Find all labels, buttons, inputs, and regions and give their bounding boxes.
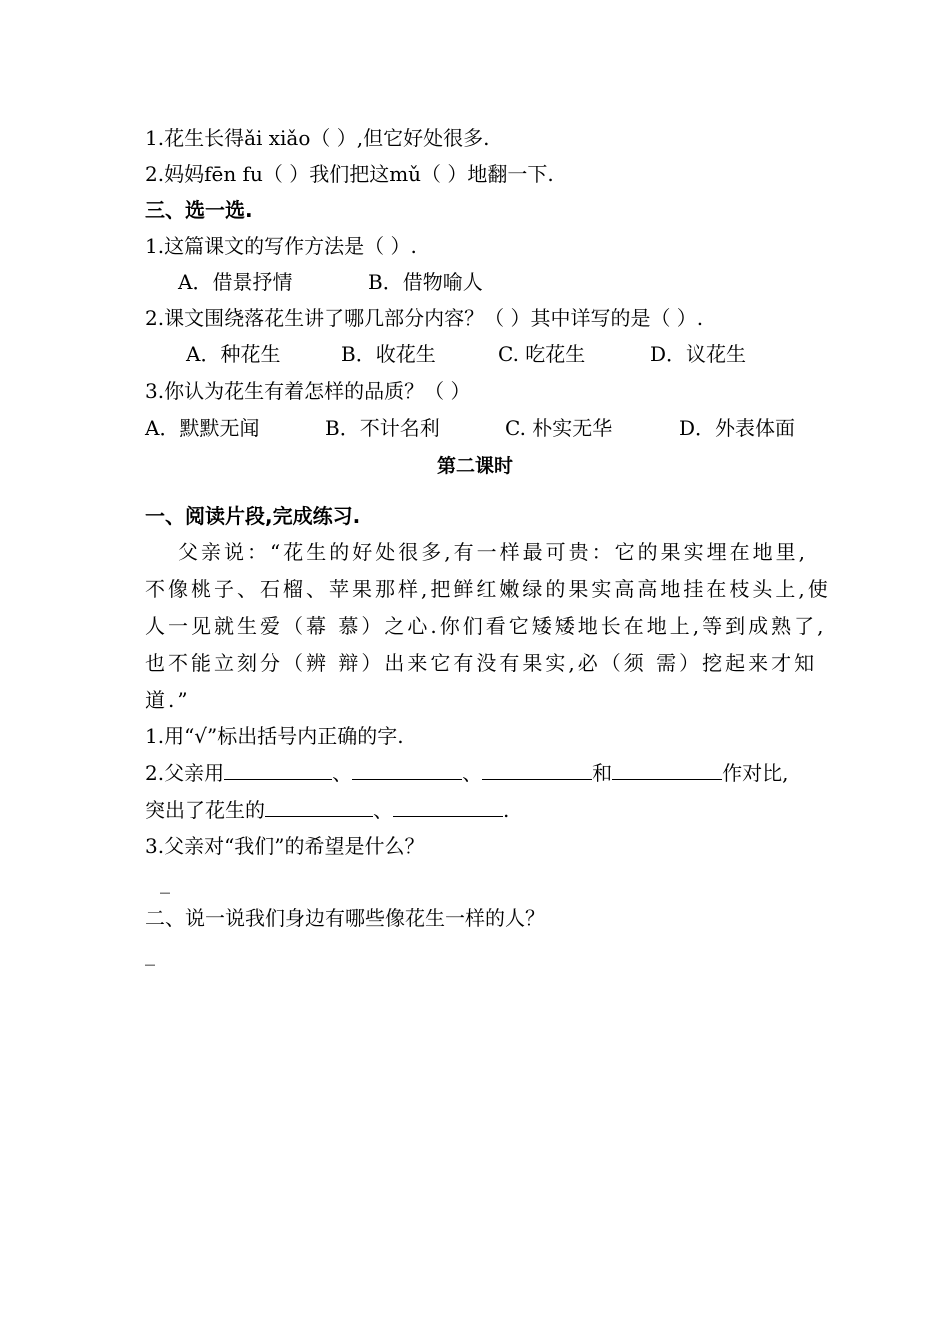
option-d: D．议花生 [650, 342, 747, 366]
option-a: A．种花生 [186, 342, 281, 366]
answer-blank[interactable] [352, 759, 462, 780]
option-c: C. 朴实无华 [505, 416, 613, 440]
passage-line-1: 父亲说：“花生的好处很多,有一样最可贵：它的果实埋在地里, [178, 540, 808, 564]
reading-question-2-line-1 [145, 759, 815, 787]
choice-question-1: 1.这篇课文的写作方法是（ ）. [145, 234, 417, 258]
passage-line-2: 不像桃子、石榴、苹果那样,把鲜红嫩绿的果实高高地挂在枝头上,使 [145, 577, 831, 601]
reading-question-3: 3.父亲对“我们”的希望是什么？ [145, 834, 425, 858]
option-a: A．默默无闻 [145, 416, 260, 440]
answer-blank[interactable] [224, 759, 332, 780]
and-word: 和 [592, 761, 613, 785]
answer-blank[interactable] [612, 759, 722, 780]
reading-question-1: 1.用“√”标出括号内正确的字. [145, 724, 404, 748]
answer-blank[interactable] [482, 759, 592, 780]
q2-suffix: 作对比, [722, 761, 789, 785]
separator: 、 [332, 761, 353, 785]
pinyin-question-1: 1.花生长得ǎi xiǎo（ ）,但它好处很多. [145, 126, 490, 150]
passage-line-5: 道.” [145, 688, 191, 712]
lesson-title: 第二课时 [436, 455, 513, 477]
option-b: B．不计名利 [325, 416, 440, 440]
option-d: D．外表体面 [679, 416, 796, 440]
option-a: A．借景抒情 [178, 270, 293, 294]
answer-blank[interactable] [265, 796, 373, 817]
period: . [503, 798, 510, 822]
passage-line-4: 也不能立刻分（辨 辩）出来它有没有果实,必（须 需）挖起来才知 [145, 651, 818, 675]
option-b: B．借物喻人 [368, 270, 483, 294]
answer-line-mark[interactable]: _ [160, 870, 170, 894]
option-b: B．收花生 [341, 342, 436, 366]
q2-prefix: 2.父亲用 [145, 761, 225, 785]
separator: 、 [373, 798, 393, 822]
choice-question-2: 2.课文围绕落花生讲了哪几部分内容？（ ）其中详写的是（ ）. [145, 306, 704, 330]
q2-line2-prefix: 突出了花生的 [145, 798, 265, 822]
separator: 、 [462, 761, 483, 785]
answer-blank[interactable] [393, 796, 503, 817]
section-heading-choose: 三、选一选. [145, 198, 253, 222]
pinyin-question-2: 2.妈妈fēn fu（ ）我们把这mǔ（ ）地翻一下. [145, 162, 554, 186]
answer-line-mark[interactable]: _ [145, 942, 155, 966]
reading-section-heading: 一、阅读片段,完成练习. [145, 504, 361, 528]
passage-line-3: 人一见就生爱（幕 慕）之心.你们看它矮矮地长在地上,等到成熟了, [145, 614, 827, 638]
choice-question-3: 3.你认为花生有着怎样的品质？（ ） [145, 379, 471, 403]
discussion-question: 二、说一说我们身边有哪些像花生一样的人？ [145, 906, 545, 930]
reading-question-2-line-2 [145, 796, 509, 824]
option-c: C. 吃花生 [498, 342, 586, 366]
